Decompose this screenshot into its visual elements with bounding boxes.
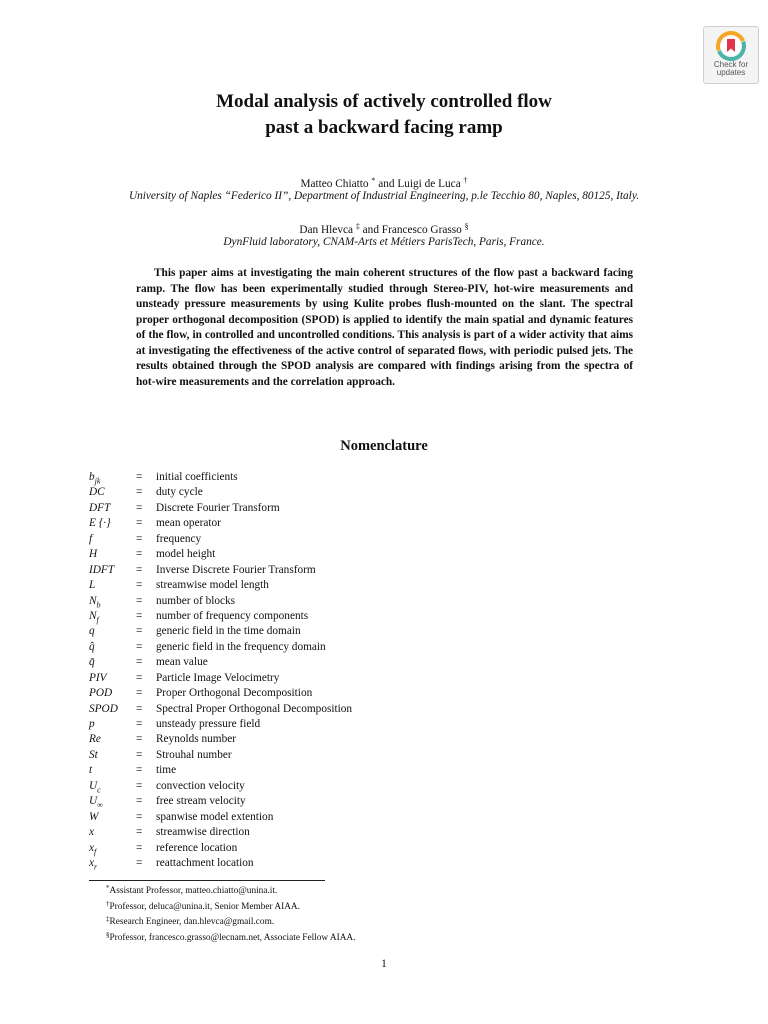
footnotes [106,882,355,944]
nomenclature-symbol-cell [89,748,98,763]
author-joiner: and [378,178,395,190]
nomenclature-equals: = [136,471,143,483]
nomenclature-equals: = [136,532,143,545]
nomenclature-symbol: x [89,841,95,854]
nomenclature-symbol: p [89,718,95,730]
nomenclature-description: mean operator [156,517,221,530]
nomenclature-equals: = [136,718,143,730]
nomenclature-equals: = [136,795,143,808]
nomenclature-row [89,717,509,732]
nomenclature-row [89,856,509,871]
nomenclature-subscript: c [97,785,101,794]
nomenclature-equals: = [136,517,143,530]
nomenclature-equals: = [136,841,143,854]
title-line-1: Modal analysis of actively controlled flow [216,91,552,112]
nomenclature-symbol-cell [89,702,118,717]
nomenclature-symbol: x [89,856,95,869]
page-number: 1 [381,958,387,970]
nomenclature-list [89,470,509,871]
nomenclature-symbol-cell [89,763,92,778]
nomenclature-symbol: q [89,625,95,638]
nomenclature-row [89,671,509,686]
nomenclature-subscript: r [94,862,98,872]
nomenclature-subscript: b [96,599,101,609]
footnote-mark: ‡ [106,915,110,923]
nomenclature-row [89,779,509,794]
footnote [106,898,355,914]
nomenclature-symbol-cell [89,547,97,562]
nomenclature-symbol-cell [89,686,112,701]
check-for-updates-icon [716,31,746,61]
nomenclature-equals: = [136,609,143,622]
nomenclature-equals: = [136,579,143,592]
nomenclature-row [89,516,509,531]
nomenclature-symbol-cell [89,732,101,747]
author-mark: * [371,176,376,185]
nomenclature-row [89,624,509,639]
badge-line-2: updates [716,68,746,77]
nomenclature-subscript: f [96,615,99,625]
nomenclature-description: spanwise model extention [156,810,274,823]
nomenclature-description: model height [156,548,216,561]
nomenclature-symbol: PIV [89,671,107,684]
footnote-rule [89,880,325,881]
nomenclature-symbol: POD [89,687,113,700]
nomenclature-row [89,547,509,562]
nomenclature-description: Discrete Fourier Transform [156,501,280,514]
nomenclature-symbol: L [89,579,96,592]
nomenclature-symbol: q̄ [89,656,95,669]
nomenclature-row [89,825,509,840]
nomenclature-row [89,841,509,856]
nomenclature-description: duty cycle [156,486,203,499]
nomenclature-symbol: N [89,609,97,622]
nomenclature-row [89,794,509,809]
nomenclature-heading: Nomenclature [340,438,428,454]
nomenclature-row [89,732,509,747]
nomenclature-description: Spectral Proper Orthogonal Decomposition [156,702,353,715]
nomenclature-subscript: ∞ [97,800,103,810]
nomenclature-description: Proper Orthogonal Decomposition [156,687,313,700]
nomenclature-description: reference location [156,841,238,854]
nomenclature-row [89,470,509,485]
nomenclature-symbol: E {·} [89,517,111,530]
nomenclature-equals: = [136,748,143,761]
nomenclature-equals: = [136,594,143,607]
nomenclature-equals: = [136,810,143,823]
nomenclature-description: streamwise direction [156,826,250,839]
author-joiner: and [362,224,379,236]
nomenclature-row [89,501,509,516]
nomenclature-symbol-cell [89,810,98,825]
nomenclature-symbol-cell [89,671,107,686]
nomenclature-symbol: x [89,826,95,839]
nomenclature-equals: = [136,625,143,638]
check-for-updates-badge[interactable] [703,26,759,84]
footnote-text: Assistant Professor, matteo.chiatto@unina.it. [109,886,278,896]
nomenclature-equals: = [136,826,143,839]
nomenclature-symbol-cell [89,624,95,639]
author-name: Dan Hlevca [299,224,353,236]
nomenclature-equals: = [136,856,143,869]
nomenclature-symbol-cell [89,485,105,500]
nomenclature-symbol: f [89,532,93,545]
nomenclature-symbol: Re [89,733,101,746]
nomenclature-symbol-cell [89,655,95,670]
nomenclature-symbol: N [89,594,97,607]
footnote-text: Research Engineer, dan.hlevca@gmail.com. [109,917,275,927]
nomenclature-symbol: DC [89,486,105,499]
affiliation-2: DynFluid laboratory, CNAM-Arts et Métiers ParisTech, Paris, France. [223,236,545,248]
nomenclature-equals: = [136,656,143,669]
nomenclature-equals: = [136,486,143,499]
nomenclature-description: time [156,764,177,777]
nomenclature-equals: = [136,687,143,700]
nomenclature-description: unsteady pressure field [156,718,261,730]
nomenclature-symbol: U [89,779,98,792]
nomenclature-symbol-cell [89,825,94,840]
nomenclature-row [89,609,509,624]
nomenclature-row [89,578,509,593]
nomenclature-description: initial coefficients [156,471,238,483]
author-name: Luigi de Luca [397,178,461,190]
nomenclature-equals: = [136,640,143,653]
nomenclature-description: Particle Image Velocimetry [156,671,280,684]
nomenclature-equals: = [136,563,143,576]
nomenclature-symbol: DFT [89,501,111,514]
nomenclature-equals: = [136,733,143,746]
nomenclature-row [89,640,509,655]
footnote-mark: § [106,930,110,939]
abstract: This paper aims at investigating the main coherent structures of the flow past a backward facing ramp. The flow has been experimentally studied through Stereo-PIV, hot-wire measurements and unsteady pressure measurements by using Kulite probes flush-mounted on the slant. The spectral proper orthogonal decomposition (SPOD) is applied to identify the main spatial and dynamic features of the flow, in controlled and uncontrolled conditions. This analysis is part of a wider activity that aims at investigating the effectiveness of the active control of separated flows, with periodic pulsed jets. The results obtained through the SPOD analysis are compared with findings arising from the spectra of hot-wire measurements and the correlation approach. [136,267,633,388]
nomenclature-description: mean value [156,656,208,669]
author-name: Matteo Chiatto [300,178,369,190]
nomenclature-symbol-cell [89,501,110,516]
nomenclature-row [89,594,509,609]
footnote [106,913,355,929]
nomenclature-symbol: SPOD [89,702,118,715]
badge-line-1: Check for [713,60,749,69]
nomenclature-row [89,810,509,825]
footnote-text: Professor, francesco.grasso@lecnam.net, Associate Fellow AIAA. [109,932,356,943]
nomenclature-description: generic field in the time domain [156,625,301,638]
footnote-text: Professor, deluca@unina.it, Senior Member AIAA. [109,901,300,912]
nomenclature-symbol-cell [89,516,111,531]
nomenclature-row [89,763,509,778]
nomenclature-subscript: f [94,846,97,856]
nomenclature-symbol: St [89,748,98,761]
nomenclature-description: streamwise model length [156,579,269,592]
nomenclature-symbol: t [89,764,93,777]
nomenclature-symbol-cell [89,563,114,578]
nomenclature-row [89,563,509,578]
nomenclature-equals: = [136,548,143,561]
nomenclature-symbol-cell [89,717,95,732]
nomenclature-row [89,686,509,701]
nomenclature-symbol-cell [89,578,95,593]
nomenclature-symbol: W [89,810,99,823]
nomenclature-description: convection velocity [156,779,245,792]
nomenclature-row [89,748,509,763]
paper-title [0,89,768,141]
footnote-mark: † [106,899,110,908]
nomenclature-equals: = [136,702,143,715]
nomenclature-equals: = [136,779,143,792]
nomenclature-description: reattachment location [156,856,254,869]
nomenclature-symbol-cell [89,640,95,655]
nomenclature-subscript: jk [94,476,101,486]
nomenclature-description: free stream velocity [156,795,246,808]
nomenclature-description: Strouhal number [156,748,232,761]
author-mark: ‡ [355,222,360,231]
nomenclature-equals: = [136,764,143,777]
nomenclature-equals: = [136,501,143,514]
title-line-2: past a backward facing ramp [265,117,503,138]
affiliation-1: University of Naples “Federico II”, Department of Industrial Engineering, p.le Tecchio 80, Naples, 80125, Italy. [128,190,640,202]
footnote [106,929,355,945]
nomenclature-row [89,655,509,670]
nomenclature-symbol-cell [89,532,92,547]
author-mark: § [464,222,469,231]
footnote [106,882,355,898]
footnote-mark: * [106,884,110,892]
nomenclature-symbol-cell [89,856,97,874]
nomenclature-symbol: b [89,471,95,483]
author-name: Francesco Grasso [381,224,462,236]
nomenclature-row [89,485,509,500]
nomenclature-equals: = [136,671,143,684]
nomenclature-description: number of blocks [156,594,236,607]
nomenclature-row [89,532,509,547]
author-mark: † [463,176,468,185]
nomenclature-symbol: IDFT [89,563,115,576]
nomenclature-symbol: q̂ [89,640,95,653]
nomenclature-symbol: U [89,795,98,808]
nomenclature-description: generic field in the frequency domain [156,640,326,653]
nomenclature-symbol: H [89,548,98,561]
nomenclature-row [89,702,509,717]
nomenclature-description: Reynolds number [156,733,237,746]
nomenclature-description: number of frequency components [156,609,309,622]
nomenclature-description: Inverse Discrete Fourier Transform [156,563,316,576]
nomenclature-description: frequency [156,532,202,545]
